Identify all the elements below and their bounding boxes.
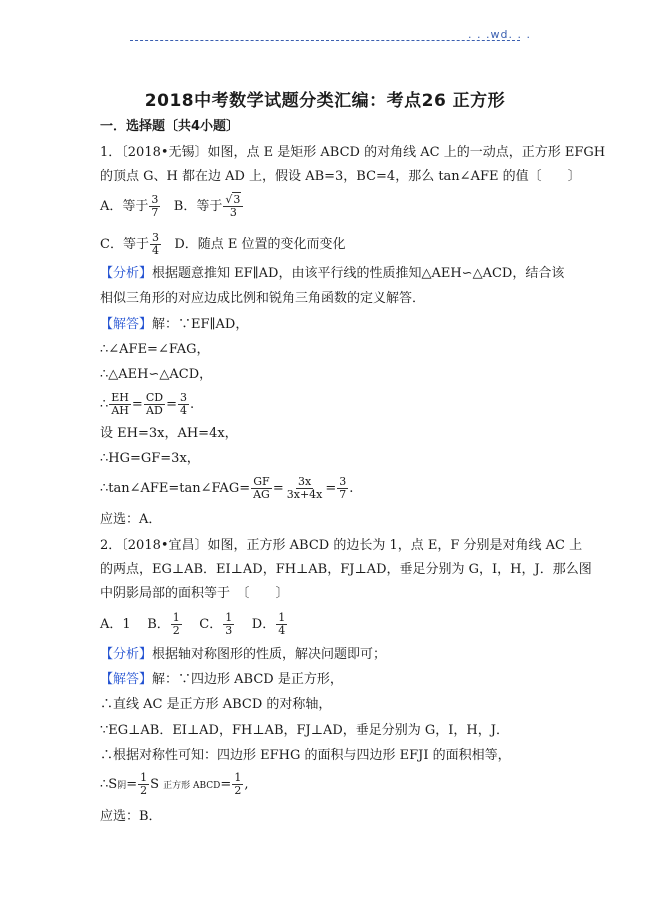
q1-s7-frac-2-num: 3x [297,475,312,488]
q2-solution-line-5: ∴S阴= $\frac{1}{2}$ S 正方形 ABCD= $\frac{1}{2}$ , [100,771,249,797]
q1-s7-prefix: ∴tan∠AFE=tan∠FAG= [100,481,251,496]
q1-options-ab [100,194,244,219]
q2-solution-line-1 [100,671,343,689]
q1-solution-line-6: ∴HG=GF=3x， [100,451,200,466]
q2-option-b-den: 2 [172,624,180,637]
q1-s4-prefix: ∴ [100,397,109,412]
q1-option-c-num: 3 [151,231,159,244]
q2-analysis-tag: 【分析】 [100,647,153,662]
q2-s5-mid: S [150,777,160,792]
q2-stem-line-2: 的两点，EG⊥AB．EI⊥AD，FH⊥AB，FJ⊥AD，垂足分别为 G，I，H，J．那么图 [100,562,592,577]
q1-option-b-fraction [223,194,243,219]
q2-s5-frac-1-den: 2 [140,784,148,797]
q2-option-a: A．1 [100,617,131,632]
q1-option-a-fraction [149,194,160,219]
q1-option-a-num: 3 [151,193,159,206]
q1-s4-frac-2-den: AD [146,404,163,417]
q1-s7-frac-1 [251,476,272,501]
q2-option-c-den: 3 [225,624,233,637]
q1-s7-frac-3 [337,476,348,501]
q2-option-b-label: B． [147,617,170,632]
q1-options-cd [100,232,346,257]
q1-s7-frac-2 [285,476,325,501]
q1-s7-frac-3-den: 7 [339,488,347,501]
section-heading: 一．选择题〔共4小题〕 [100,119,240,134]
q2-s5-prefix: ∴S [100,777,118,792]
q1-option-b-den: 3 [229,206,237,219]
q1-choose: 应选：A． [100,512,162,527]
q2-analysis-line-1 [100,646,386,664]
q1-s4-frac-3-den: 4 [179,404,187,417]
q2-stem-line-1: 2．〔2018•宜昌〕如图，正方形 ABCD 的边长为 1，点 E，F 分别是对角线 AC 上 [100,538,583,553]
sqrt-icon: √3 [225,193,241,206]
q2-option-c-label: C． [199,617,223,632]
q1-s7-frac-1-den: AG [253,488,270,501]
q2-option-c-num: 1 [225,611,233,624]
q2-options [100,612,288,637]
q1-option-b-num: 3 [233,193,241,206]
q1-analysis-line-2: 相似三角形的对应边成比例和锐角三角函数的定义解答． [100,291,426,306]
q1-option-c-label: C．等于 [100,237,149,252]
q2-solution-line-2: ∴直线 AC 是正方形 ABCD 的对称轴， [100,697,332,712]
q1-analysis-line-1 [100,265,564,283]
q2-option-b-fraction [171,612,182,637]
q1-s4-frac-2-num: CD [145,391,164,404]
q1-option-c-den: 4 [151,244,159,257]
q2-solution-line-4: ∴根据对称性可知：四边形 EFHG 的面积与四边形 EFJI 的面积相等， [100,748,511,763]
q1-option-a-label: A．等于 [100,199,149,214]
q2-stem-line-3: 中阴影局部的面积等于 〔 〕 [100,586,289,601]
q2-option-c-fraction [223,612,234,637]
q1-solution-line-1 [100,316,248,334]
header-dashed-rule [130,40,520,41]
q2-option-b-num: 1 [172,611,180,624]
q1-option-a-den: 7 [151,206,159,219]
q1-s4-frac-1-num: EH [111,391,129,404]
q1-solution-line-4: ∴ $\frac{EH}{AH}$ = $\frac{CD}{AD}$ = $\frac{3}{4}$ . [100,391,195,417]
q2-s5-frac-1 [138,772,149,797]
q2-option-d-label: D． [251,617,276,632]
q1-solution-line-2: ∴∠AFE=∠FAG， [100,342,210,357]
q2-s5-frac-1-num: 1 [140,771,148,784]
q1-s4-frac-2 [144,392,165,417]
q1-s4-frac-1-den: AH [111,404,129,417]
q1-s7-frac-1-num: GF [253,475,270,488]
q1-solution-line-3: ∴△AEH∽△ACD， [100,367,213,382]
q1-s4-frac-1 [109,392,131,417]
q1-analysis-tag: 【分析】 [100,266,153,281]
q1-s7-frac-2-den: 3x+4x [286,488,323,501]
q2-choose: 应选：B． [100,809,162,824]
q1-analysis-text-1: 根据题意推知 EF∥AD，由该平行线的性质推知△AEH∽△ACD，结合该 [152,266,565,281]
q1-solution-line-7: ∴tan∠AFE=tan∠FAG= $\frac{GF}{AG}$ = $\frac{3x}{3x+4x}$ = $\frac{3}{7}$ . [100,475,354,501]
q1-option-b-label: B．等于 [173,199,223,214]
q1-stem-line-2: 的顶点 G、H 都在边 AD 上，假设 AB=3，BC=4，那么 tan∠AFE 的值〔 〕 [100,169,581,184]
q2-s5-sub-1: 阴 [117,781,127,791]
q1-s7-frac-3-num: 3 [339,475,347,488]
q2-solution-text-1: 解：∵四边形 ABCD 是正方形， [152,672,343,687]
q1-s4-frac-3-num: 3 [179,391,187,404]
header-mark: . . .wd. . . [468,28,531,41]
q2-solution-line-3: ∵EG⊥AB．EI⊥AD，FH⊥AB，FJ⊥AD，垂足分别为 G，I，H，J． [100,723,509,738]
q1-option-d-label: D．随点 E 位置的变化而变化 [174,237,346,252]
q1-option-c-fraction [150,232,161,257]
q2-analysis-text-1: 根据轴对称图形的性质，解决问题即可； [152,647,387,662]
q1-stem-line-1: 1．〔2018•无锡〕如图，点 E 是矩形 ABCD 的对角线 AC 上的一动点，正方形 EFGH [100,145,606,160]
q2-s5-frac-2 [232,772,243,797]
page-title: 2018中考数学试题分类汇编：考点26 正方形 [144,91,506,111]
q1-solution-text-1: 解：∵EF∥AD， [152,317,249,332]
q1-solution-line-5: 设 EH=3x，AH=4x， [100,426,238,441]
q1-answer-tag: 【解答】 [100,317,153,332]
q1-s4-frac-3 [178,392,189,417]
q2-option-d-den: 4 [278,624,286,637]
q2-option-d-fraction [276,612,287,637]
q2-s5-sub-2: 正方形 ABCD [163,781,221,791]
q2-s5-frac-2-den: 2 [234,784,242,797]
q2-answer-tag: 【解答】 [100,672,153,687]
q2-option-d-num: 1 [278,611,286,624]
q2-s5-frac-2-num: 1 [234,771,242,784]
